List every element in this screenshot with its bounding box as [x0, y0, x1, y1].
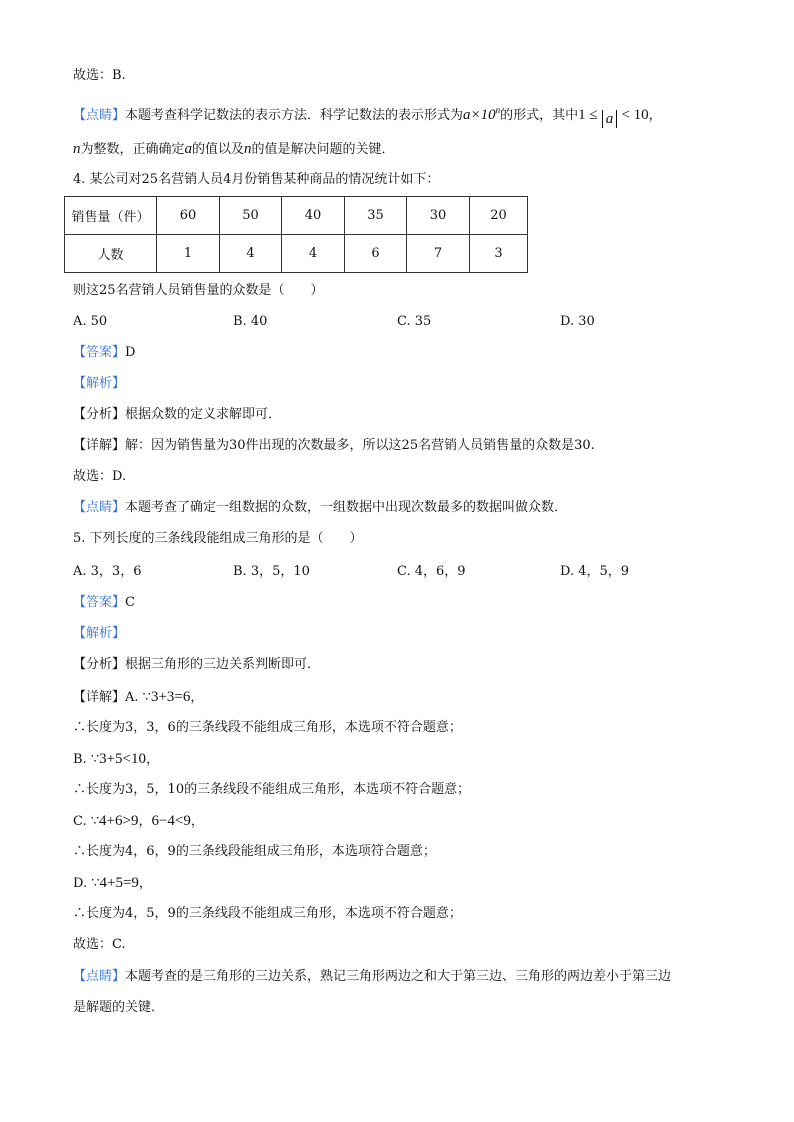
q5-detail-c: C. ∵4+6>9，6−4<9， — [73, 813, 204, 829]
q4-analysis: 【分析】根据众数的定义求解即可． — [73, 407, 282, 422]
q5-detail-a: 【详解】A. ∵3+3=6， — [73, 689, 204, 705]
range-right: < 10 — [621, 107, 649, 123]
question-4: 4. 某公司对25名营销人员4月份销售某种商品的情况统计如下： — [73, 172, 440, 187]
q5-detail-d: D. ∵4+5=9， — [73, 875, 152, 891]
q4-conclusion: 故选：D. — [73, 469, 127, 484]
table-row — [65, 197, 528, 235]
q5-result-1: ∴长度为3，3，6的三条线段不能组成三角形，本选项不符合题意； — [73, 720, 462, 735]
q4-answer: 【答案】D — [73, 345, 136, 360]
question-4-prompt: 则这25名营销人员销售量的众数是（ ） — [73, 283, 324, 298]
q5-result-2: ∴长度为3，5，10的三条线段不能组成三角形，本选项不符合题意； — [73, 782, 471, 797]
var-a: a — [184, 141, 193, 157]
table-cell: 20 — [470, 197, 528, 235]
q4-option-c: C. 35 — [397, 314, 432, 329]
q4-option-b: B. 40 — [233, 314, 268, 329]
q5-result-3: ∴长度为4，6，9的三条线段能组成三角形，本选项符合题意； — [73, 844, 436, 859]
q5-tip-line-2: 是解题的关键． — [73, 1000, 165, 1015]
table-cell: 3 — [470, 235, 528, 273]
q5-option-b: B. 3，5，10 — [233, 564, 310, 579]
table-cell: 1 — [157, 235, 220, 273]
table-cell: 6 — [345, 235, 407, 273]
q5-answer: 【答案】C — [73, 595, 135, 610]
tip-line-2: n为整数，正确确定a的值以及n的值是解决问题的关键． — [73, 141, 395, 157]
q5-option-c: C. 4，6，9 — [397, 564, 466, 579]
q5-detail-b: B. ∵3+5<10， — [73, 751, 160, 767]
sci-notation: $a\times 10^n$ — [463, 105, 501, 123]
q5-analysis: 【分析】根据三角形的三边关系判断即可． — [73, 657, 321, 672]
range-left: 1 ≤ — [578, 107, 598, 123]
q4-option-d: D. 30 — [560, 314, 595, 329]
table-cell: 50 — [220, 197, 282, 235]
q5-tip-line-1: 【点睛】本题考查的是三角形的三边关系，熟记三角形两边之和大于第三边、三角形的两边差小于第三边 — [73, 969, 672, 984]
q5-conclusion: 故选：C. — [73, 937, 126, 952]
table-row-label: 人数 — [65, 235, 157, 273]
q4-detail: 【详解】解：因为销售量为30件出现的次数最多，所以这25名营销人员销售量的众数是30. — [73, 438, 595, 453]
table-cell: 4 — [220, 235, 282, 273]
q5-option-d: D. 4，5，9 — [560, 564, 630, 579]
table-row — [65, 235, 528, 273]
table-cell: 35 — [345, 197, 407, 235]
conclusion-b: 故选：B. — [73, 68, 126, 83]
question-5: 5. 下列长度的三条线段能组成三角形的是（ ） — [73, 531, 363, 546]
tip-line-1 — [73, 101, 662, 128]
tip-tag: 【点睛】 — [73, 108, 126, 123]
q5-result-4: ∴长度为4，5，9的三条线段不能组成三角形，本选项不符合题意； — [73, 906, 462, 921]
sales-table — [64, 196, 528, 273]
table-cell: 30 — [407, 197, 470, 235]
table-header-label: 销售量（件） — [65, 197, 157, 235]
var-n: n — [73, 141, 81, 157]
tip-mid: 的形式，其中 — [500, 108, 579, 123]
table-cell: 40 — [282, 197, 345, 235]
q5-option-a: A. 3，3，6 — [73, 564, 142, 579]
q5-analysis-heading: 【解析】 — [73, 626, 126, 641]
table-cell: 60 — [157, 197, 220, 235]
q4-tip: 【点睛】本题考查了确定一组数据的众数，一组数据中出现次数最多的数据叫做众数． — [73, 500, 568, 515]
table-cell: 7 — [407, 235, 470, 273]
table-cell: 4 — [282, 235, 345, 273]
q4-analysis-heading: 【解析】 — [73, 376, 126, 391]
abs-a: a — [602, 110, 618, 128]
var-n-2: n — [244, 141, 252, 157]
tip-text: 本题考查科学记数法的表示方法．科学记数法的表示形式为 — [125, 108, 464, 123]
tip-end: ， — [648, 108, 662, 123]
q4-option-a: A. 50 — [73, 314, 108, 329]
